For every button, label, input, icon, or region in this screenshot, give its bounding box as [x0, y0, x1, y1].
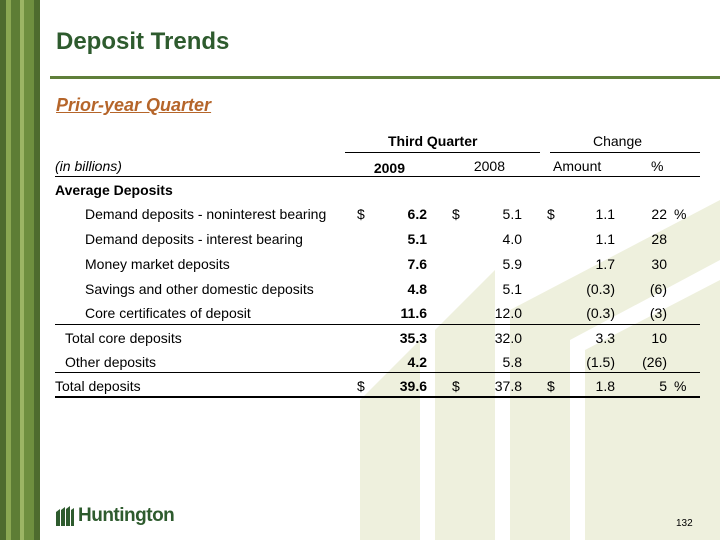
value-2008: 32.0 — [494, 330, 522, 346]
change-pct: 10 — [651, 330, 667, 346]
row-label: Money market deposits — [85, 256, 230, 272]
dollar-sign: $ — [357, 206, 365, 222]
value-2009: 5.1 — [407, 231, 427, 247]
dollar-sign: $ — [547, 206, 555, 222]
row-label: Savings and other domestic deposits — [85, 281, 314, 297]
value-2008: 37.8 — [494, 378, 522, 394]
change-pct: 30 — [651, 256, 667, 272]
change-pct: 22 — [651, 206, 667, 222]
pct-sign: % — [674, 206, 687, 222]
change-amount: 1.1 — [595, 206, 615, 222]
row-label: Core certificates of deposit — [85, 305, 251, 321]
change-pct: (6) — [649, 281, 667, 297]
header-third-quarter: Third Quarter — [388, 133, 478, 149]
value-2008: 5.9 — [502, 256, 522, 272]
change-pct: (3) — [649, 305, 667, 321]
dollar-sign: $ — [357, 378, 365, 394]
change-pct: 5 — [659, 378, 667, 394]
header-2009: 2009 — [373, 160, 405, 176]
header-amount: Amount — [553, 158, 602, 174]
title-divider — [50, 76, 720, 79]
section-average-deposits: Average Deposits — [55, 182, 173, 198]
change-amount: (1.5) — [586, 354, 615, 370]
section-subtitle: Prior-year Quarter — [56, 95, 212, 115]
dollar-sign: $ — [547, 378, 555, 394]
dollar-sign: $ — [452, 206, 460, 222]
header-2008: 2008 — [473, 158, 505, 174]
value-2008: 5.8 — [502, 354, 522, 370]
huntington-logo — [56, 505, 174, 527]
value-2009: 35.3 — [399, 330, 427, 346]
value-2009: 39.6 — [399, 378, 427, 394]
value-2009: 11.6 — [400, 305, 427, 321]
huntington-logo-icon — [56, 506, 74, 526]
units-label: (in billions) — [55, 158, 122, 174]
row-label: Total deposits — [55, 378, 141, 394]
row-label: Demand deposits - interest bearing — [85, 231, 303, 247]
change-amount: 1.8 — [595, 378, 615, 394]
value-2009: 6.2 — [407, 206, 427, 222]
change-amount: 1.7 — [595, 256, 615, 272]
header-pct: % — [651, 158, 664, 174]
dollar-sign: $ — [452, 378, 460, 394]
header-change: Change — [593, 133, 643, 149]
value-2009: 7.6 — [407, 256, 427, 272]
pct-sign: % — [674, 378, 687, 394]
logo-text: Huntington — [78, 505, 175, 526]
change-amount: 1.1 — [595, 231, 615, 247]
row-label: Total core deposits — [65, 330, 182, 346]
change-pct: (26) — [642, 354, 667, 370]
page-number: 132 — [676, 518, 693, 529]
page-title: Deposit Trends — [56, 28, 230, 55]
change-pct: 28 — [651, 231, 667, 247]
value-2008: 5.1 — [502, 206, 522, 222]
value-2008: 12.0 — [494, 305, 522, 321]
row-label: Demand deposits - noninterest bearing — [85, 206, 327, 222]
value-2009: 4.2 — [407, 354, 427, 370]
change-amount: (0.3) — [586, 281, 615, 297]
value-2008: 5.1 — [502, 281, 522, 297]
row-label: Other deposits — [65, 354, 157, 370]
value-2009: 4.8 — [407, 281, 427, 297]
change-amount: 3.3 — [595, 330, 615, 346]
value-2008: 4.0 — [502, 231, 522, 247]
change-amount: (0.3) — [586, 305, 615, 321]
